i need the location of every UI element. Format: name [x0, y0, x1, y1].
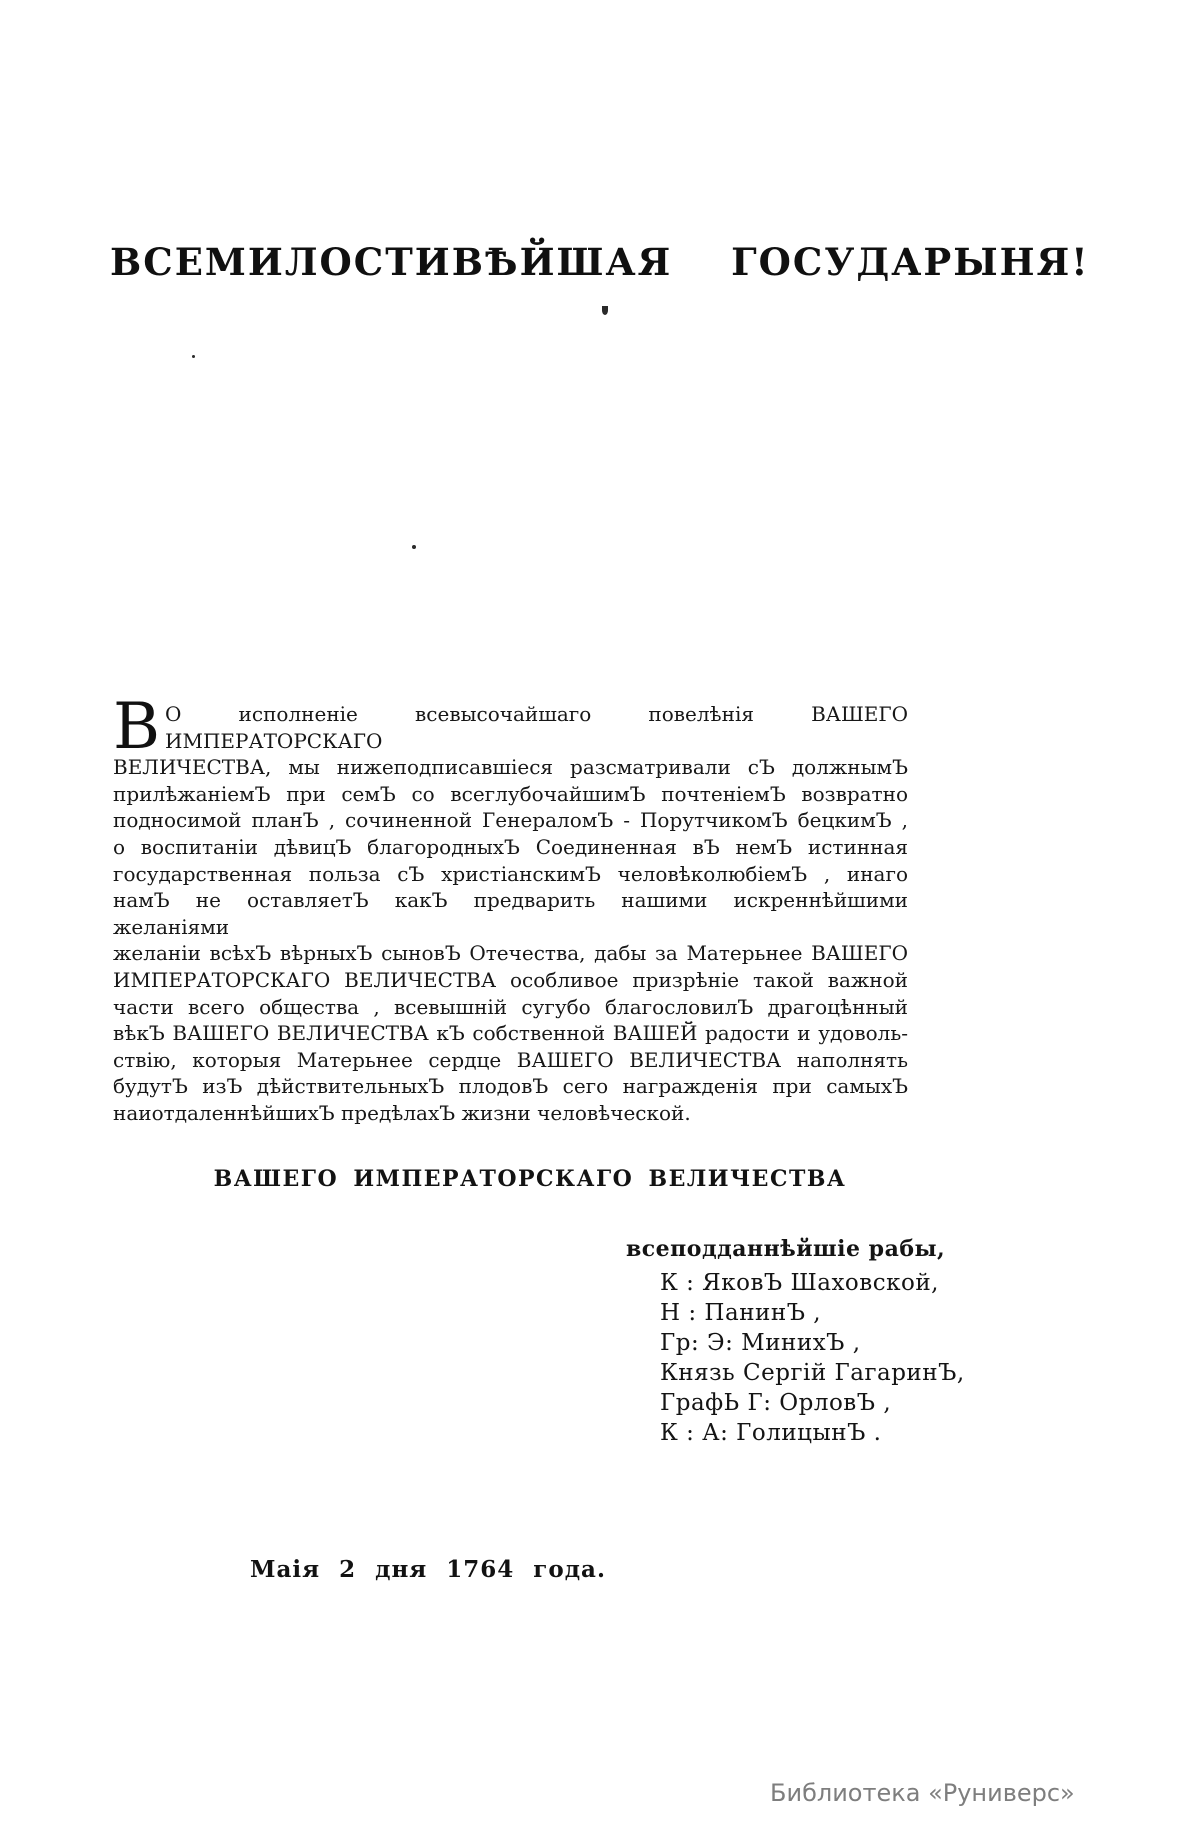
signature-line: Н : ПанинЪ ,	[660, 1300, 822, 1326]
subscription-line: всеподданнѣйшіе рабы,	[626, 1236, 946, 1262]
body-line: желаніи всѣхЪ вѣрныхЪ сыновЪ Отечества, дабы за Матерьнее ВАШЕГО	[113, 941, 908, 966]
scan-speck	[412, 545, 416, 549]
salutation-line: ВАШЕГО ИМПЕРАТОРСКАГО ВЕЛИЧЕСТВА	[213, 1166, 847, 1192]
scan-speck	[602, 306, 608, 315]
body-line: части всего общества , всевышній сугубо благословилЪ драгоцѣнный	[113, 994, 908, 1019]
body-line: намЪ не оставляетЪ какЪ предварить нашими искреннѣйшими желаніями	[113, 888, 908, 939]
body-line: прилѣжаніемЪ при семЪ со всеглубочайшимЪ почтеніемЪ возвратно	[113, 781, 908, 806]
signature-line: К : ЯковЪ Шаховской,	[660, 1270, 939, 1296]
signature-line: К : А: ГолицынЪ .	[660, 1420, 882, 1446]
signature-line: Князь Сергій ГагаринЪ,	[660, 1360, 965, 1386]
body-line: ВЕЛИЧЕСТВА, мы нижеподписавшіеся разсматривали сЪ должнымЪ	[113, 755, 908, 780]
date-line: Маія 2 дня 1764 года.	[250, 1556, 606, 1583]
drop-cap-initial: В	[113, 690, 161, 764]
body-line: наиотдаленнѣйшихЪ предѣлахЪ жизни человѣческой.	[113, 1100, 691, 1125]
body-paragraph	[113, 690, 908, 1127]
library-watermark: Библиотека «Руниверс»	[770, 1779, 1075, 1807]
body-line: государственная польза сЪ христіанскимЪ человѣколюбіемЪ , инаго	[113, 861, 908, 886]
body-line: ствію, которыя Матерьнее сердце ВАШЕГО ВЕЛИЧЕСТВА наполнять	[113, 1047, 908, 1072]
body-line: о воспитаніи дѣвицЪ благородныхЪ Соединенная вЪ немЪ истинная	[113, 834, 908, 859]
body-line: подносимой планЪ , сочиненной ГенераломЪ - ПорутчикомЪ бецкимЪ ,	[113, 808, 908, 833]
scan-speck	[192, 355, 195, 358]
signature-block	[660, 1268, 965, 1448]
body-line: О исполненіе всевысочайшаго повелѣнія ВАШЕГО ИМПЕРАТОРСКАГО	[165, 702, 908, 753]
signature-line: ГрафЬ Г: ОрловЪ ,	[660, 1390, 892, 1416]
body-line: будутЪ изЪ дѣйствительныхЪ плодовЪ сего награжденія при самыхЪ	[113, 1074, 908, 1099]
body-line: вѣкЪ ВАШЕГО ВЕЛИЧЕСТВА кЪ собственной ВАШЕЙ радости и удоволь-	[113, 1021, 908, 1046]
document-heading: ВСЕМИЛОСТИВѢЙШАЯ ГОСУДАРЫНЯ!	[110, 240, 1090, 284]
body-line: ИМПЕРАТОРСКАГО ВЕЛИЧЕСТВА особливое призрѣніе такой важной	[113, 967, 908, 992]
signature-line: Гр: Э: МинихЪ ,	[660, 1330, 861, 1356]
